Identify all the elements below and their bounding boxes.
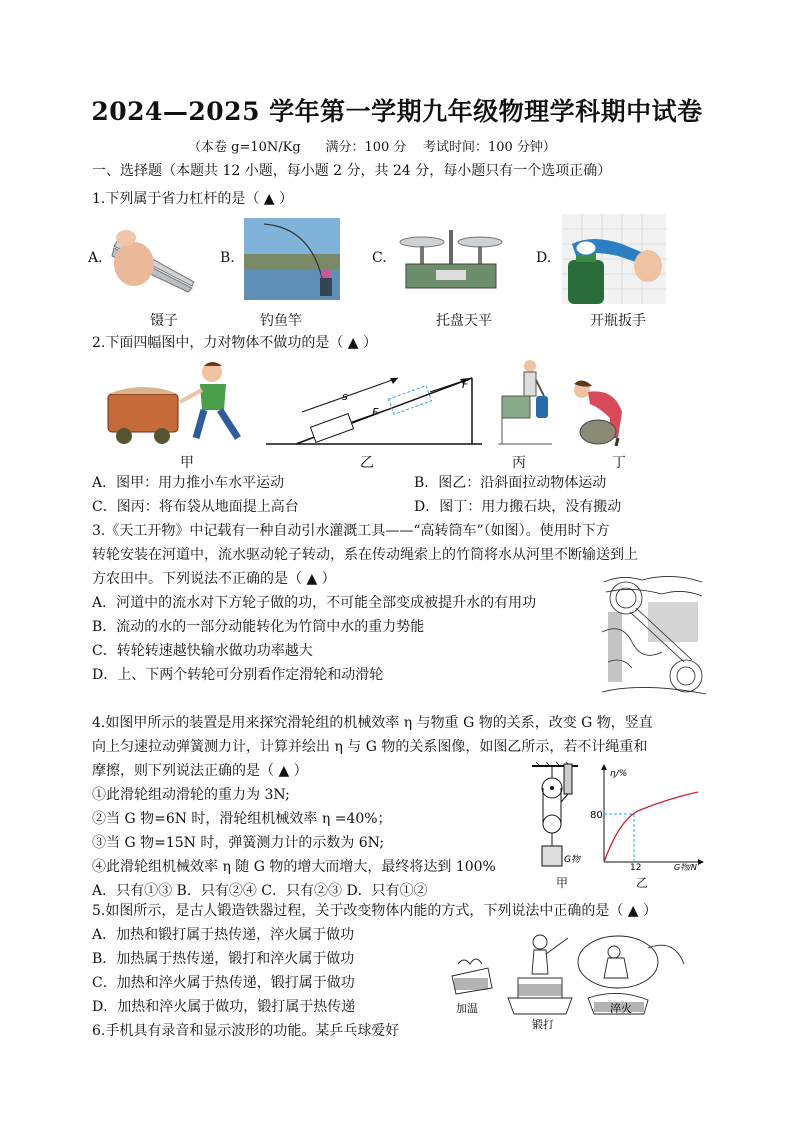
q2-label-jia: 甲	[180, 455, 194, 471]
q4-fig-label-yi: 乙	[636, 876, 649, 890]
graph-x-tick: 12	[630, 863, 642, 873]
q2-option-a: A．图甲：用力推小车水平运动	[92, 475, 285, 491]
q5-option-b: B．加热属于热传递，锻打和淬火属于做功	[92, 951, 355, 967]
q2-stem: 2.下面四幅图中，力对物体不做功的是（ ▲ ）	[92, 335, 378, 351]
q2-label-bing: 丙	[512, 455, 526, 471]
q5-stem: 5.如图所示，是古人锻造铁器过程，关于改变物体内能的方式，下列说法中正确的是（ ▲ ）	[92, 903, 658, 919]
q3-line-3: 方农田中。下列说法不正确的是（ ▲ ）	[92, 571, 336, 587]
q2-option-c: C．图丙：将布袋从地面提上高台	[92, 499, 299, 515]
q4-fig-label-jia: 甲	[556, 876, 569, 890]
q2-option-b: B．图乙：沿斜面拉动物体运动	[414, 475, 607, 491]
push-cart-figure	[104, 358, 254, 448]
fig-g-label: G物	[564, 855, 580, 865]
q1-caption-d: 开瓶扳手	[590, 313, 646, 329]
q6-stem: 6.手机具有录音和显示波形的功能。某乒乓球爱好	[92, 1023, 400, 1039]
fig-quench-label: 淬火	[610, 1002, 632, 1015]
q3-option-b: B．流动的水的一部分动能转化为竹筒中水的重力势能	[92, 619, 425, 635]
fig-f-label-1: F	[372, 406, 379, 419]
efficiency-graph	[590, 762, 708, 872]
bottle-opener-image	[562, 214, 666, 304]
graph-y-label: η/%	[610, 769, 628, 779]
q1-option-a: A.	[88, 250, 103, 266]
exam-title: 2024—2025 学年第一学期九年级物理学科期中试卷	[91, 97, 703, 126]
q4-line-3: 摩擦，则下列说法正确的是（ ▲ ）	[92, 763, 308, 779]
q5-option-d: D．加热和淬火属于做功，锻打属于热传递	[92, 999, 356, 1015]
q5-option-a: A．加热和锻打属于热传递，淬火属于做功	[92, 927, 355, 943]
q2-option-d: D．图丁：用力搬石块，没有搬动	[414, 499, 622, 515]
fig-heat-label: 加温	[456, 1002, 478, 1015]
q4-statement-1: ①此滑轮组动滑轮的重力为 3N;	[92, 787, 290, 803]
q1-caption-c: 托盘天平	[436, 313, 492, 329]
q4-line-1: 4.如图甲所示的装置是用来探究滑轮组的机械效率 η 与物重 G 物的关系，改变 G 物，竖直	[92, 715, 653, 731]
fig-f-label-2: F	[462, 378, 469, 391]
forging-illustration	[448, 928, 688, 1031]
q1-caption-b: 钓鱼竿	[260, 313, 302, 329]
incline-figure	[262, 372, 488, 452]
graph-y-tick: 80	[590, 810, 603, 821]
q1-option-c: C.	[372, 250, 387, 266]
q4-statement-4: ④此滑轮组机械效率 η 随 G 物的增大而增大，最终将达到 100%	[92, 859, 496, 875]
q4-line-2: 向上匀速拉动弹簧测力计，计算并绘出 η 与 G 物的关系图像，如图乙所示，若不计绳重和	[92, 739, 648, 755]
tweezers-image	[104, 218, 200, 300]
fishing-rod-image	[244, 218, 340, 300]
exam-subtitle: （本卷 g=10N/Kg 满分：100 分 考试时间：100 分钟）	[188, 140, 556, 155]
push-rock-figure	[568, 378, 648, 448]
balance-scale-image	[396, 220, 506, 300]
q4-statement-3: ③当 G 物=15N 时，弹簧测力计的示数为 6N;	[92, 835, 385, 851]
q1-caption-a: 镊子	[150, 313, 178, 329]
q5-option-c: C．加热和淬火属于热传递，锻打属于做功	[92, 975, 355, 991]
q4-statement-2: ②当 G 物=6N 时，滑轮组机械效率 η =40%；	[92, 811, 392, 827]
lift-bag-figure	[496, 356, 556, 448]
graph-x-label: G物/N	[674, 863, 697, 872]
q2-label-ding: 丁	[612, 455, 626, 471]
q4-options: A．只有①③ B．只有②④ C．只有②③ D．只有①②	[92, 883, 428, 899]
q1-stem: 1.下列属于省力杠杆的是（ ▲ ）	[92, 191, 294, 207]
q3-line-1: 3.《天工开物》中记载有一种自动引水灌溉工具——“高转筒车”（如图）。使用时下方	[92, 523, 610, 539]
pulley-system-figure	[530, 762, 580, 878]
q3-line-2: 转轮安装在河道中，流水驱动轮子转动，系在传动绳索上的竹筒将水从河里不断输送到上	[92, 547, 638, 563]
q3-option-c: C．转轮转速越快输水做功功率越大	[92, 643, 313, 659]
q1-option-d: D.	[536, 250, 552, 266]
q3-option-d: D．上、下两个转轮可分别看作定滑轮和动滑轮	[92, 667, 384, 683]
q1-option-b: B.	[220, 250, 235, 266]
fig-forge-label: 锻打	[532, 1018, 554, 1031]
water-wheel-illustration	[602, 572, 706, 698]
fig-s-label: s	[342, 390, 348, 403]
q2-label-yi: 乙	[360, 455, 374, 471]
q3-option-a: A．河道中的流水对下方轮子做的功，不可能全部变成被提升水的有用功	[92, 595, 537, 611]
section-heading: 一、选择题（本题共 12 小题，每小题 2 分，共 24 分，每小题只有一个选项正确）	[92, 163, 612, 179]
